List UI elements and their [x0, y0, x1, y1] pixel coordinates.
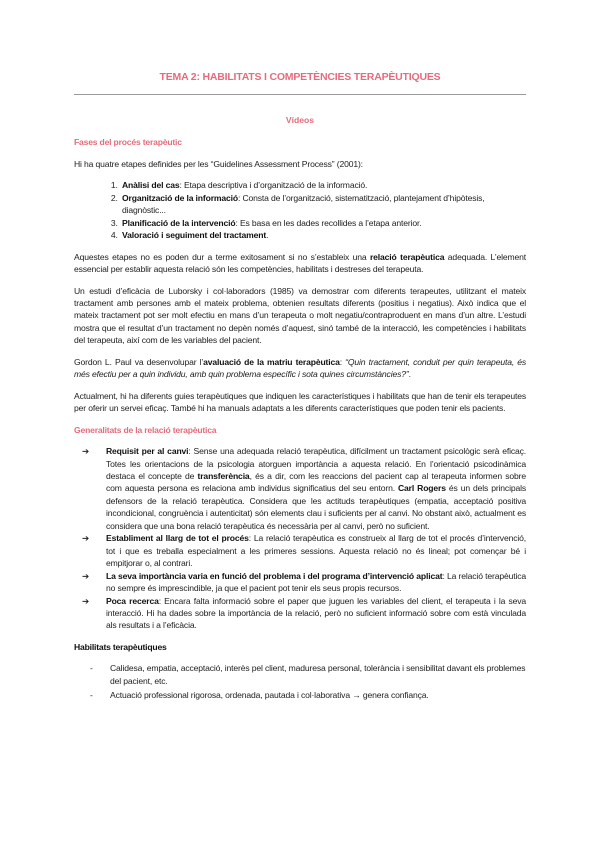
arrow-icon: ➔	[82, 595, 90, 606]
arrow-icon: ➔	[82, 533, 90, 544]
list-item: 4. Valoració i seguiment del tractament.	[120, 229, 526, 241]
list-item: ➔ Requisit per al canvi: Sense una adequada relació terapèutica, difícilment un tractament psicològic serà eficaç. Totes les orientacions de la psicologia atorguen importància a aquesta relació. En l’orientació psicodinàmica destaca el concepte de transferència, és a dir, com les reaccions del pacient cap al terapeuta informen sobre com aquesta persona es relaciona amb individus significatius del seu entorn. Carl Rogers és un dels principals defensors de la relació terapèutica. Considera que les actituds terapèutiques (empatia, acceptació positiva incondicional, congruència i autenticitat) són elements clau i suficients per al canvi. No obstant això, actualment es considera que una bona relació terapèutica és necessària per al canvi, però no suficient.	[82, 446, 527, 531]
paragraph-relacio: Aquestes etapes no es poden dur a terme exitosament si no s’estableix una relació terapèutica adequada. L’element essencial per establir aquesta relació són les competències, habilitats i destreses del terapeuta.	[74, 251, 526, 275]
paragraph-gordon-paul: Gordon L. Paul va desenvolupar l’avaluació de la matriu terapèutica: “Quin tractament, conduit per quin terapeuta, és més efectiu per a quin individu, amb quin problema específic i sota quines circumstàncies?”.	[74, 356, 526, 380]
paragraph-luborsky: Un estudi d’eficàcia de Luborsky i col·laboradors (1985) va demostrar com diferents terapeutes, utilitzant el mateix tractament amb persones amb el mateix problema, obtenien resultats diferents (positius i negatius). Això indica que el mateix tractament pot ser molt efectiu en mans d’un terapeuta o molt negatiu/contraproduent en mans d’un altre. L’estudi mostra que el resultat d’un tractament no depèn només d’aquest, sinó també de la interacció, les competències i habilitats del terapeuta, així com de les variables del pacient.	[74, 285, 526, 346]
section-heading-fases: Fases del procés terapèutic	[74, 137, 182, 148]
list-item: 1. Anàlisi del cas: Etapa descriptiva i d’organització de la informació.	[120, 179, 526, 191]
fases-intro: Hi ha quatre etapes definides per les “Guidelines Assessment Process” (2001):	[74, 158, 363, 169]
list-item: ➔ La seva importància varia en funció del problema i del programa d’intervenció aplicat: La relació terapèutica no sempre és imprescindible, ja que el pacient pot tenir els seus propis recursos.	[82, 570, 526, 594]
list-item: - Calidesa, empatia, acceptació, interès pel client, maduresa personal, tolerància i sensibilitat davant els problemes del pacient, etc.	[90, 663, 526, 686]
habilitats-list	[74, 662, 526, 701]
title-divider	[74, 94, 526, 95]
videos-link[interactable]: Vídeos	[285, 115, 315, 125]
page-title: TEMA 2: HABILITATS I COMPETÈNCIES TERAPÈUTIQUES	[159, 71, 441, 83]
steps-list	[74, 179, 526, 241]
list-item: ➔ Poca recerca: Encara falta informació sobre el paper que juguen les variables del client, el terapeuta i la seva interacció. Hi ha dades sobre la importància de la relació, però no suficient informació sobre com està vinculada als resultats i a l’eficàcia.	[82, 595, 527, 631]
section-heading-habilitats: Habilitats terapèutiques	[74, 641, 167, 652]
list-item: 3. Planificació de la intervenció: Es basa en les dades recollides a l’etapa anterior.	[120, 217, 526, 229]
document-body	[74, 114, 526, 704]
section-heading-generalitats: Generalitats de la relació terapèutica	[74, 424, 217, 435]
list-item: - Actuació professional rigorosa, ordenada, pautada i col·laborativa → genera confiança.	[90, 690, 429, 701]
list-item: 2. Organització de la informació: Consta de l’organització, sistematització, plantejament d’hipòtesis, diagnòstic...	[120, 192, 526, 217]
paragraph-guies: Actualment, hi ha diferents guies terapèutiques que indiquen les característiques i habilitats que han de tenir els terapeutes per oferir un servei eficaç. També hi ha manuals adaptats a les diferents característiques que poden tenir els pacients.	[74, 390, 526, 414]
arrow-icon: ➔	[82, 446, 90, 457]
arrow-icon: ➔	[82, 570, 90, 581]
list-item: ➔ Establiment al llarg de tot el procés: La relació terapèutica es construeix al llarg de tot el procés d’intervenció, tot i que es treballa especialment a les primeres sessions. Aquesta relació no és lineal; pot començar bé i empitjorar o, al contrari.	[82, 533, 526, 569]
generalitats-list	[74, 445, 526, 632]
